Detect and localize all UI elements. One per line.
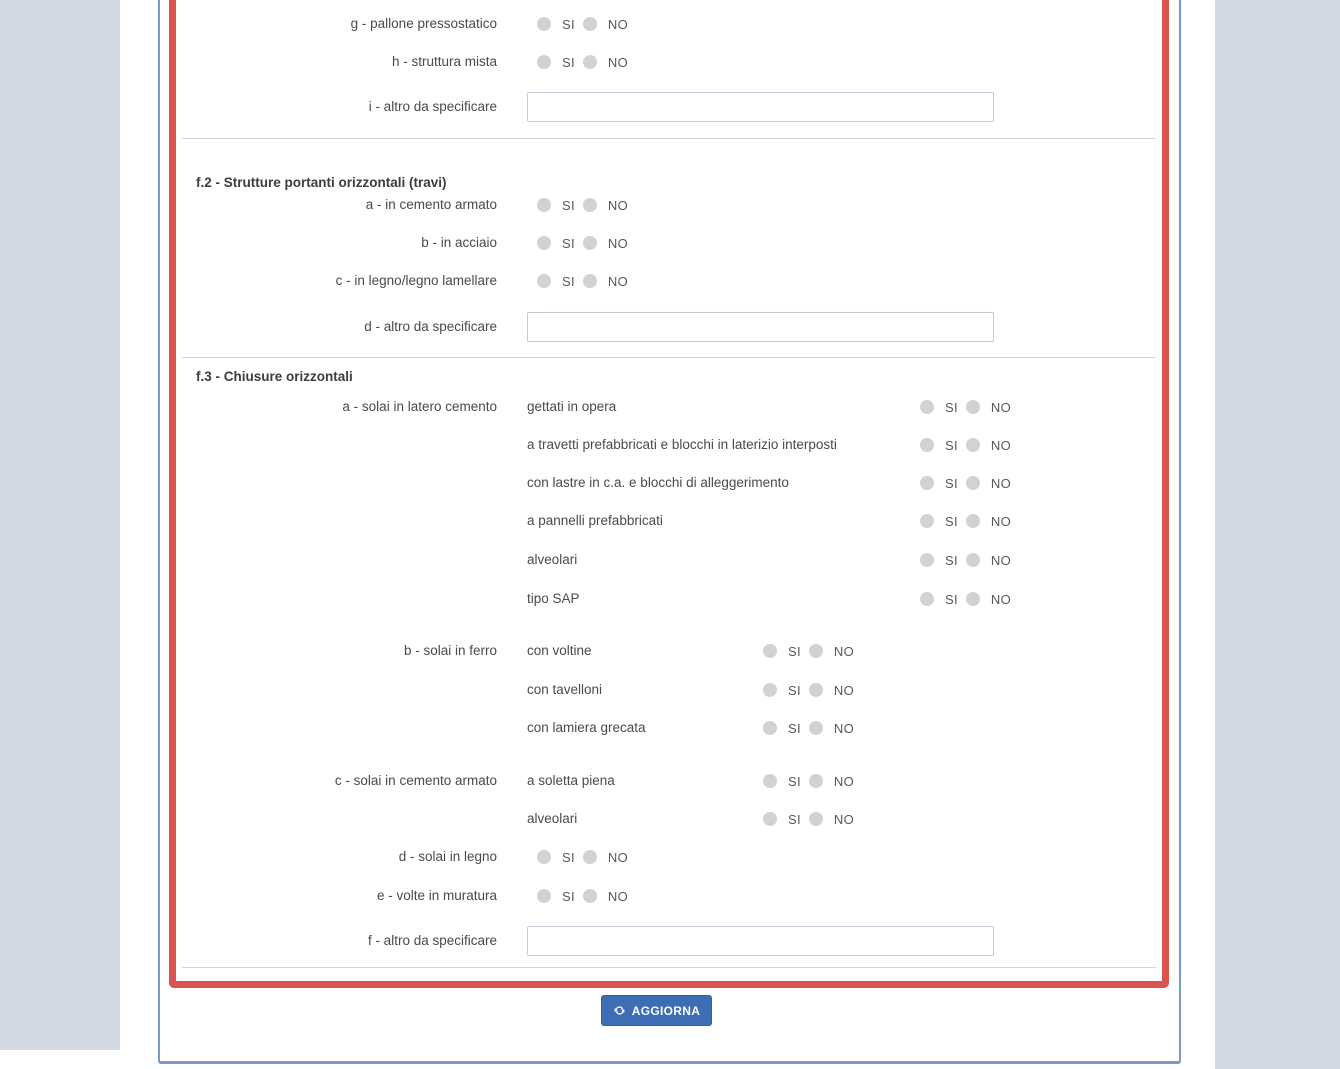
radio-si-label: SI xyxy=(562,888,575,904)
radio-group xyxy=(537,186,636,224)
section-header: f.2 - Strutture portanti orizzontali (travi) xyxy=(196,175,447,190)
row-label: d - altro da specificare xyxy=(364,319,497,334)
radio-si-label: SI xyxy=(562,197,575,213)
text-input[interactable] xyxy=(527,92,994,122)
row-sublabel: a pannelli prefabbricati xyxy=(527,513,663,528)
radio-si[interactable] xyxy=(763,644,777,658)
text-input[interactable] xyxy=(527,926,994,956)
radio-no-label: NO xyxy=(607,16,628,32)
radio-no[interactable] xyxy=(809,721,823,735)
radio-no[interactable] xyxy=(583,17,597,31)
radio-group xyxy=(763,709,862,747)
radio-no-label: NO xyxy=(990,475,1011,491)
row-label xyxy=(176,671,497,709)
form-row xyxy=(176,838,1162,876)
radio-no[interactable] xyxy=(809,774,823,788)
radio-no[interactable] xyxy=(966,476,980,490)
row-sublabel: con lamiera grecata xyxy=(527,720,646,735)
radio-no-label: NO xyxy=(607,197,628,213)
radio-si-label: SI xyxy=(945,552,958,568)
row-label xyxy=(176,709,497,747)
radio-no[interactable] xyxy=(966,592,980,606)
form-row xyxy=(176,388,1162,426)
row-sublabel: alveolari xyxy=(527,552,578,567)
row-label: b - in acciaio xyxy=(421,235,497,250)
radio-si[interactable] xyxy=(537,889,551,903)
row-label xyxy=(176,426,497,464)
row-sublabel: alveolari xyxy=(527,811,578,826)
radio-group xyxy=(537,43,636,81)
radio-si[interactable] xyxy=(920,592,934,606)
row-sublabel: con tavelloni xyxy=(527,682,603,697)
row-label xyxy=(176,464,497,502)
radio-group xyxy=(763,762,862,800)
form-row xyxy=(176,632,1162,670)
radio-no[interactable] xyxy=(583,889,597,903)
radio-group xyxy=(537,838,636,876)
row-label xyxy=(176,800,497,838)
radio-si[interactable] xyxy=(537,198,551,212)
section-divider xyxy=(182,357,1156,358)
radio-group xyxy=(537,262,636,300)
radio-no[interactable] xyxy=(809,812,823,826)
radio-si[interactable] xyxy=(763,812,777,826)
form-row xyxy=(176,43,1162,81)
radio-no-label: NO xyxy=(607,273,628,289)
radio-si[interactable] xyxy=(537,236,551,250)
radio-si-label: SI xyxy=(562,849,575,865)
refresh-icon xyxy=(613,1004,626,1017)
radio-si[interactable] xyxy=(537,274,551,288)
form-row xyxy=(176,5,1162,43)
radio-group xyxy=(537,877,636,915)
row-label: a - solai in latero cemento xyxy=(342,399,497,414)
radio-no-label: NO xyxy=(990,513,1011,529)
row-label: b - solai in ferro xyxy=(403,643,497,658)
radio-si-label: SI xyxy=(945,399,958,415)
row-sublabel: con lastre in c.a. e blocchi di alleggerimento xyxy=(527,475,789,490)
radio-no-label: NO xyxy=(607,888,628,904)
section-divider xyxy=(182,967,1156,968)
radio-no[interactable] xyxy=(809,644,823,658)
radio-no-label: NO xyxy=(607,849,628,865)
radio-si[interactable] xyxy=(537,17,551,31)
form-row xyxy=(176,262,1162,300)
radio-no[interactable] xyxy=(583,198,597,212)
radio-group xyxy=(537,5,636,43)
form-row xyxy=(176,762,1162,800)
radio-no-label: NO xyxy=(833,643,854,659)
row-label: d - solai in legno xyxy=(398,849,497,864)
radio-no[interactable] xyxy=(966,553,980,567)
row-label: i - altro da specificare xyxy=(368,99,497,114)
radio-no-label: NO xyxy=(990,437,1011,453)
radio-no-label: NO xyxy=(607,54,628,70)
row-label xyxy=(176,541,497,579)
radio-no-label: NO xyxy=(990,552,1011,568)
radio-si-label: SI xyxy=(945,513,958,529)
radio-no-label: NO xyxy=(607,235,628,251)
form-row xyxy=(176,877,1162,915)
radio-si-label: SI xyxy=(945,591,958,607)
form-row xyxy=(176,709,1162,747)
radio-si[interactable] xyxy=(920,553,934,567)
row-label: f - altro da specificare xyxy=(367,933,497,948)
radio-si[interactable] xyxy=(763,683,777,697)
radio-group xyxy=(920,502,1019,540)
radio-si-label: SI xyxy=(788,643,801,659)
form-row xyxy=(176,88,1162,126)
radio-no[interactable] xyxy=(966,514,980,528)
radio-group xyxy=(920,541,1019,579)
row-label: g - pallone pressostatico xyxy=(350,16,497,31)
row-sublabel: a soletta piena xyxy=(527,773,615,788)
radio-no[interactable] xyxy=(583,236,597,250)
row-label: a - in cemento armato xyxy=(365,197,497,212)
radio-no[interactable] xyxy=(583,55,597,69)
radio-no[interactable] xyxy=(583,274,597,288)
radio-si-label: SI xyxy=(788,811,801,827)
radio-group xyxy=(763,632,862,670)
form-row xyxy=(176,464,1162,502)
row-label xyxy=(176,580,497,618)
radio-no[interactable] xyxy=(809,683,823,697)
form-row xyxy=(176,186,1162,224)
radio-si-label: SI xyxy=(945,475,958,491)
radio-si[interactable] xyxy=(920,514,934,528)
row-label: e - volte in muratura xyxy=(376,888,497,903)
radio-si-label: SI xyxy=(562,273,575,289)
radio-no-label: NO xyxy=(990,591,1011,607)
radio-no-label: NO xyxy=(833,811,854,827)
aggiorna-button-label: AGGIORNA xyxy=(631,1003,701,1018)
radio-no-label: NO xyxy=(833,720,854,736)
form-content xyxy=(176,0,1162,981)
radio-group xyxy=(920,388,1019,426)
radio-no-label: NO xyxy=(990,399,1011,415)
form-row xyxy=(176,224,1162,262)
radio-si-label: SI xyxy=(562,54,575,70)
radio-no[interactable] xyxy=(583,850,597,864)
form-row xyxy=(176,580,1162,618)
radio-group xyxy=(920,426,1019,464)
background-cutoff xyxy=(0,1050,120,1069)
row-sublabel: con voltine xyxy=(527,643,592,658)
radio-si-label: SI xyxy=(562,235,575,251)
form-row xyxy=(176,671,1162,709)
radio-si[interactable] xyxy=(537,850,551,864)
row-sublabel: a travetti prefabbricati e blocchi in laterizio interposti xyxy=(527,437,837,452)
form-row xyxy=(176,426,1162,464)
form-row xyxy=(176,541,1162,579)
form-row xyxy=(176,308,1162,346)
form-row xyxy=(176,800,1162,838)
radio-si[interactable] xyxy=(920,476,934,490)
row-label: c - solai in cemento armato xyxy=(334,773,497,788)
form-row xyxy=(176,502,1162,540)
section-divider xyxy=(182,138,1156,139)
radio-group xyxy=(763,800,862,838)
form-row xyxy=(176,922,1162,960)
radio-group xyxy=(763,671,862,709)
radio-no-label: NO xyxy=(833,682,854,698)
radio-no[interactable] xyxy=(966,400,980,414)
radio-group xyxy=(537,224,636,262)
aggiorna-button[interactable] xyxy=(601,995,712,1026)
row-label: h - struttura mista xyxy=(391,54,497,69)
radio-si-label: SI xyxy=(788,720,801,736)
row-sublabel: gettati in opera xyxy=(527,399,617,414)
radio-si[interactable] xyxy=(920,438,934,452)
radio-si[interactable] xyxy=(537,55,551,69)
radio-si-label: SI xyxy=(788,773,801,789)
radio-si-label: SI xyxy=(945,437,958,453)
radio-no-label: NO xyxy=(833,773,854,789)
text-input[interactable] xyxy=(527,312,994,342)
radio-si[interactable] xyxy=(920,400,934,414)
radio-si-label: SI xyxy=(788,682,801,698)
radio-group xyxy=(920,580,1019,618)
row-label: c - in legno/legno lamellare xyxy=(335,273,497,288)
radio-si[interactable] xyxy=(763,774,777,788)
radio-no[interactable] xyxy=(966,438,980,452)
row-label xyxy=(176,502,497,540)
radio-group xyxy=(920,464,1019,502)
section-header: f.3 - Chiusure orizzontali xyxy=(196,369,353,384)
radio-si[interactable] xyxy=(763,721,777,735)
row-sublabel: tipo SAP xyxy=(527,591,580,606)
radio-si-label: SI xyxy=(562,16,575,32)
